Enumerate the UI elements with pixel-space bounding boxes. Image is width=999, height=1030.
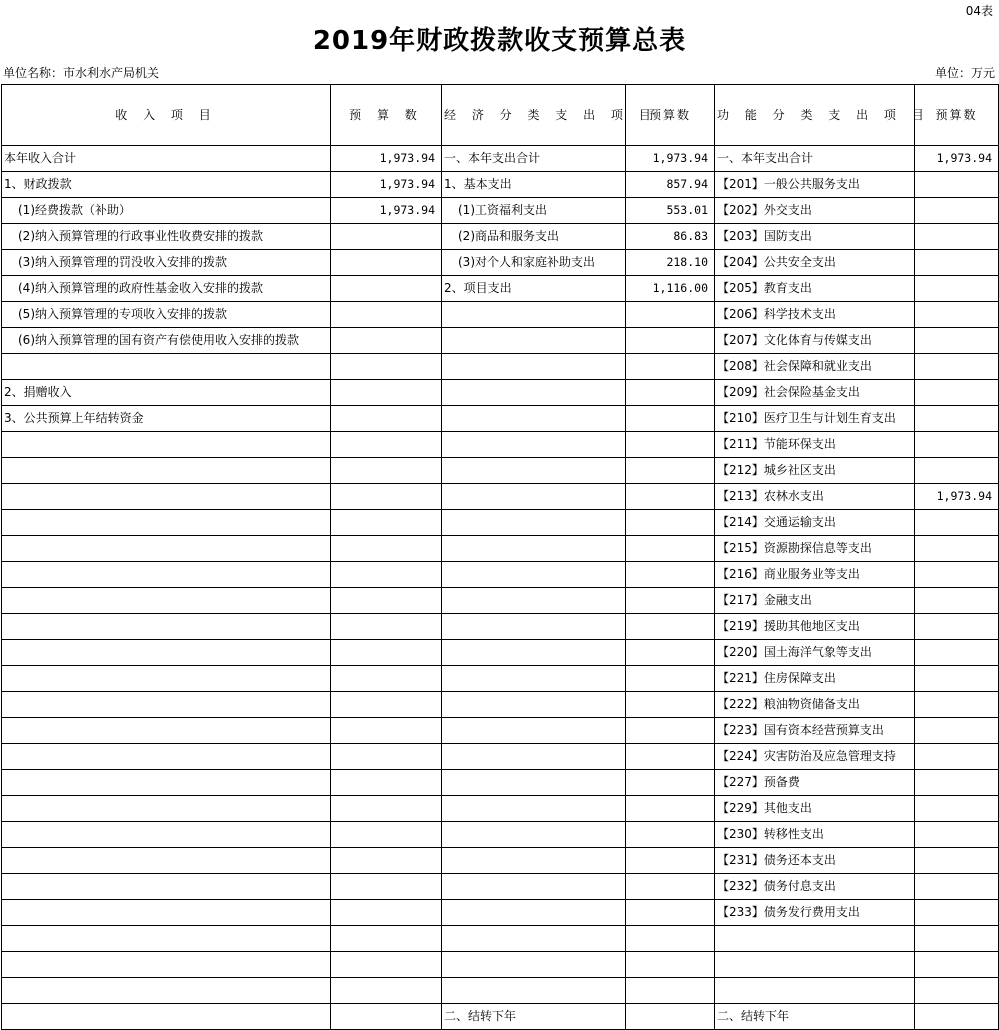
header-income-item: 收 入 项 目 [2, 85, 331, 146]
cell-functional-item: 【208】社会保障和就业支出 [715, 354, 915, 380]
cell-income-item [2, 978, 331, 1004]
cell-economic-item [442, 614, 626, 640]
cell-economic-item [442, 692, 626, 718]
table-row [2, 458, 999, 484]
cell-functional-amount [915, 588, 999, 614]
cell-income-amount [331, 614, 442, 640]
cell-functional-amount [915, 250, 999, 276]
cell-economic-item: 二、结转下年 [442, 1004, 626, 1030]
cell-income-amount [331, 978, 442, 1004]
cell-functional-item: 【223】国有资本经营预算支出 [715, 718, 915, 744]
cell-functional-amount [915, 666, 999, 692]
cell-economic-item [442, 926, 626, 952]
cell-income-item [2, 1004, 331, 1030]
cell-income-item [2, 744, 331, 770]
cell-functional-item: 【227】预备费 [715, 770, 915, 796]
cell-economic-item [442, 666, 626, 692]
table-row [2, 562, 999, 588]
cell-functional-item: 【204】公共安全支出 [715, 250, 915, 276]
table-row [2, 224, 999, 250]
cell-functional-item: 【221】住房保障支出 [715, 666, 915, 692]
cell-economic-amount [626, 874, 715, 900]
cell-income-item: (6)纳入预算管理的国有资产有偿使用收入安排的拨款 [2, 328, 331, 354]
cell-income-item: 2、捐赠收入 [2, 380, 331, 406]
cell-income-amount [331, 692, 442, 718]
cell-economic-item [442, 744, 626, 770]
cell-functional-amount [915, 874, 999, 900]
cell-economic-amount [626, 848, 715, 874]
cell-functional-item: 一、本年支出合计 [715, 146, 915, 172]
cell-economic-amount [626, 562, 715, 588]
cell-income-amount [331, 796, 442, 822]
table-row [2, 198, 999, 224]
cell-income-amount [331, 302, 442, 328]
cell-economic-amount [626, 458, 715, 484]
header-economic-amount: 预算数 [626, 85, 715, 146]
cell-economic-item [442, 718, 626, 744]
cell-functional-item [715, 978, 915, 1004]
cell-functional-item: 【230】转移性支出 [715, 822, 915, 848]
cell-functional-amount [915, 458, 999, 484]
cell-functional-item: 【224】灾害防治及应急管理支持 [715, 744, 915, 770]
header-economic-item: 经 济 分 类 支 出 项 目 [442, 85, 626, 146]
cell-economic-amount [626, 692, 715, 718]
cell-income-item [2, 484, 331, 510]
cell-functional-amount [915, 536, 999, 562]
cell-economic-amount [626, 302, 715, 328]
cell-functional-amount [915, 614, 999, 640]
cell-income-amount [331, 250, 442, 276]
table-row [2, 536, 999, 562]
table-row [2, 250, 999, 276]
cell-functional-item [715, 952, 915, 978]
cell-economic-amount: 218.10 [626, 250, 715, 276]
cell-functional-item: 【211】节能环保支出 [715, 432, 915, 458]
cell-income-item: (4)纳入预算管理的政府性基金收入安排的拨款 [2, 276, 331, 302]
cell-functional-item: 【219】援助其他地区支出 [715, 614, 915, 640]
table-row [2, 666, 999, 692]
cell-economic-amount [626, 796, 715, 822]
table-row [2, 276, 999, 302]
cell-economic-amount [626, 614, 715, 640]
cell-economic-item [442, 900, 626, 926]
cell-income-item [2, 848, 331, 874]
header-functional-amount: 预算数 [915, 85, 999, 146]
table-row [2, 354, 999, 380]
table-row [2, 926, 999, 952]
cell-functional-item: 【205】教育支出 [715, 276, 915, 302]
cell-income-item [2, 926, 331, 952]
cell-income-amount [331, 822, 442, 848]
cell-income-amount [331, 458, 442, 484]
cell-income-item: (2)纳入预算管理的行政事业性收费安排的拨款 [2, 224, 331, 250]
table-header-row [2, 85, 999, 146]
header-income-amount: 预 算 数 [331, 85, 442, 146]
page-title: 2019年财政拨款收支预算总表 [312, 26, 687, 56]
table-row [2, 406, 999, 432]
cell-functional-amount [915, 302, 999, 328]
cell-economic-item [442, 562, 626, 588]
cell-economic-item [442, 640, 626, 666]
header-functional-item: 功 能 分 类 支 出 项 目 [715, 85, 915, 146]
table-row [2, 900, 999, 926]
unit-name: 单位名称：市水利水产局机关 [3, 66, 160, 80]
cell-functional-amount [915, 692, 999, 718]
table-row [2, 510, 999, 536]
cell-functional-amount [915, 848, 999, 874]
table-row [2, 172, 999, 198]
cell-income-amount [331, 432, 442, 458]
table-row [2, 952, 999, 978]
cell-economic-amount [626, 510, 715, 536]
cell-income-item: (5)纳入预算管理的专项收入安排的拨款 [2, 302, 331, 328]
cell-economic-amount: 553.01 [626, 198, 715, 224]
cell-functional-item: 【206】科学技术支出 [715, 302, 915, 328]
cell-functional-item: 【229】其他支出 [715, 796, 915, 822]
cell-functional-item: 【216】商业服务业等支出 [715, 562, 915, 588]
cell-functional-amount [915, 432, 999, 458]
cell-income-item: (1)经费拨款（补助） [2, 198, 331, 224]
cell-income-item [2, 354, 331, 380]
cell-economic-amount [626, 588, 715, 614]
cell-functional-item: 【220】国土海洋气象等支出 [715, 640, 915, 666]
table-row [2, 848, 999, 874]
cell-functional-amount [915, 744, 999, 770]
cell-economic-amount [626, 484, 715, 510]
cell-functional-amount [915, 640, 999, 666]
table-row [2, 822, 999, 848]
cell-income-amount [331, 926, 442, 952]
cell-income-amount: 1,973.94 [331, 146, 442, 172]
cell-income-amount [331, 666, 442, 692]
cell-economic-item: (2)商品和服务支出 [442, 224, 626, 250]
cell-income-item [2, 874, 331, 900]
cell-functional-amount [915, 796, 999, 822]
cell-income-amount [331, 1004, 442, 1030]
cell-functional-item: 【212】城乡社区支出 [715, 458, 915, 484]
cell-income-item [2, 510, 331, 536]
table-row [2, 484, 999, 510]
cell-economic-item [442, 328, 626, 354]
table-row [2, 328, 999, 354]
cell-functional-amount [915, 172, 999, 198]
cell-economic-item [442, 458, 626, 484]
cell-economic-item [442, 432, 626, 458]
cell-economic-item [442, 952, 626, 978]
cell-economic-amount: 857.94 [626, 172, 715, 198]
cell-economic-amount: 1,116.00 [626, 276, 715, 302]
cell-economic-item: 2、项目支出 [442, 276, 626, 302]
cell-income-amount [331, 224, 442, 250]
cell-economic-amount [626, 770, 715, 796]
cell-economic-item [442, 874, 626, 900]
cell-functional-item [715, 926, 915, 952]
cell-functional-amount [915, 926, 999, 952]
table-row [2, 302, 999, 328]
budget-table [1, 84, 999, 1030]
cell-economic-amount: 1,973.94 [626, 146, 715, 172]
cell-economic-item: 1、基本支出 [442, 172, 626, 198]
table-row [2, 718, 999, 744]
cell-economic-amount [626, 978, 715, 1004]
cell-functional-item: 【210】医疗卫生与计划生育支出 [715, 406, 915, 432]
cell-income-item [2, 718, 331, 744]
table-row [2, 978, 999, 1004]
cell-economic-item [442, 848, 626, 874]
cell-income-amount [331, 328, 442, 354]
cell-economic-amount [626, 952, 715, 978]
cell-functional-item: 【217】金融支出 [715, 588, 915, 614]
cell-functional-item: 【222】粮油物资储备支出 [715, 692, 915, 718]
cell-functional-amount [915, 198, 999, 224]
cell-economic-item [442, 510, 626, 536]
cell-income-amount [331, 276, 442, 302]
cell-economic-item [442, 536, 626, 562]
cell-functional-amount [915, 224, 999, 250]
cell-functional-amount: 1,973.94 [915, 484, 999, 510]
cell-income-item [2, 562, 331, 588]
cell-functional-item: 【214】交通运输支出 [715, 510, 915, 536]
cell-functional-item: 【207】文化体育与传媒支出 [715, 328, 915, 354]
cell-income-item: 3、公共预算上年结转资金 [2, 406, 331, 432]
table-row [2, 744, 999, 770]
cell-income-item [2, 666, 331, 692]
cell-income-amount [331, 874, 442, 900]
cell-functional-item: 【201】一般公共服务支出 [715, 172, 915, 198]
cell-economic-amount [626, 1004, 715, 1030]
cell-economic-amount [626, 354, 715, 380]
cell-functional-amount [915, 900, 999, 926]
cell-income-item [2, 614, 331, 640]
form-number: 04表 [965, 4, 993, 18]
cell-income-amount: 1,973.94 [331, 198, 442, 224]
cell-economic-amount [626, 432, 715, 458]
cell-economic-item [442, 380, 626, 406]
cell-functional-amount [915, 978, 999, 1004]
cell-economic-amount [626, 380, 715, 406]
cell-income-item: (3)纳入预算管理的罚没收入安排的拨款 [2, 250, 331, 276]
cell-functional-amount [915, 406, 999, 432]
cell-income-item [2, 432, 331, 458]
cell-income-item [2, 536, 331, 562]
cell-functional-amount [915, 770, 999, 796]
table-row [2, 770, 999, 796]
cell-economic-amount [626, 640, 715, 666]
table-row [2, 614, 999, 640]
cell-income-item [2, 796, 331, 822]
table-row [2, 640, 999, 666]
cell-income-item [2, 588, 331, 614]
cell-income-amount [331, 484, 442, 510]
cell-economic-item [442, 770, 626, 796]
cell-income-item [2, 952, 331, 978]
cell-income-amount [331, 536, 442, 562]
cell-functional-amount [915, 562, 999, 588]
cell-income-amount [331, 770, 442, 796]
cell-functional-amount [915, 1004, 999, 1030]
table-row [2, 796, 999, 822]
cell-functional-amount [915, 952, 999, 978]
cell-functional-item: 【213】农林水支出 [715, 484, 915, 510]
cell-income-amount [331, 380, 442, 406]
cell-functional-item: 【203】国防支出 [715, 224, 915, 250]
cell-income-amount [331, 588, 442, 614]
table-row [2, 146, 999, 172]
cell-economic-item: (3)对个人和家庭补助支出 [442, 250, 626, 276]
cell-functional-amount: 1,973.94 [915, 146, 999, 172]
cell-economic-amount [626, 406, 715, 432]
cell-income-amount: 1,973.94 [331, 172, 442, 198]
cell-functional-amount [915, 380, 999, 406]
cell-income-amount [331, 744, 442, 770]
currency-unit: 单位：万元 [934, 66, 995, 80]
table-body [2, 146, 999, 1030]
cell-economic-item [442, 354, 626, 380]
table-row [2, 874, 999, 900]
cell-economic-amount [626, 328, 715, 354]
cell-income-item: 1、财政拨款 [2, 172, 331, 198]
cell-functional-item: 【233】债务发行费用支出 [715, 900, 915, 926]
cell-income-amount [331, 562, 442, 588]
cell-economic-amount: 86.83 [626, 224, 715, 250]
cell-income-item: 本年收入合计 [2, 146, 331, 172]
table-row [2, 692, 999, 718]
cell-functional-amount [915, 354, 999, 380]
cell-functional-amount [915, 822, 999, 848]
cell-income-item [2, 822, 331, 848]
cell-economic-item [442, 822, 626, 848]
cell-economic-amount [626, 536, 715, 562]
cell-economic-amount [626, 744, 715, 770]
cell-income-amount [331, 900, 442, 926]
cell-economic-amount [626, 822, 715, 848]
table-row [2, 432, 999, 458]
table-row [2, 380, 999, 406]
cell-income-amount [331, 406, 442, 432]
cell-income-amount [331, 510, 442, 536]
cell-functional-item: 【215】资源勘探信息等支出 [715, 536, 915, 562]
cell-economic-amount [626, 900, 715, 926]
cell-income-item [2, 900, 331, 926]
cell-income-item [2, 692, 331, 718]
cell-income-amount [331, 640, 442, 666]
cell-functional-amount [915, 328, 999, 354]
cell-functional-item: 【202】外交支出 [715, 198, 915, 224]
cell-income-item [2, 770, 331, 796]
cell-income-item [2, 458, 331, 484]
cell-economic-item [442, 406, 626, 432]
table-row [2, 588, 999, 614]
cell-economic-item: 一、本年支出合计 [442, 146, 626, 172]
cell-economic-item [442, 796, 626, 822]
cell-income-amount [331, 718, 442, 744]
cell-income-amount [331, 848, 442, 874]
cell-functional-amount [915, 718, 999, 744]
cell-economic-item [442, 302, 626, 328]
cell-functional-amount [915, 510, 999, 536]
cell-economic-amount [626, 666, 715, 692]
table-row [2, 1004, 999, 1030]
cell-income-amount [331, 952, 442, 978]
cell-economic-item [442, 978, 626, 1004]
cell-functional-item: 【209】社会保险基金支出 [715, 380, 915, 406]
cell-income-amount [331, 354, 442, 380]
cell-economic-item [442, 484, 626, 510]
cell-functional-item: 【232】债务付息支出 [715, 874, 915, 900]
cell-functional-item: 二、结转下年 [715, 1004, 915, 1030]
cell-economic-amount [626, 926, 715, 952]
cell-income-item [2, 640, 331, 666]
cell-economic-amount [626, 718, 715, 744]
cell-economic-item: (1)工资福利支出 [442, 198, 626, 224]
cell-functional-item: 【231】债务还本支出 [715, 848, 915, 874]
cell-functional-amount [915, 276, 999, 302]
cell-economic-item [442, 588, 626, 614]
